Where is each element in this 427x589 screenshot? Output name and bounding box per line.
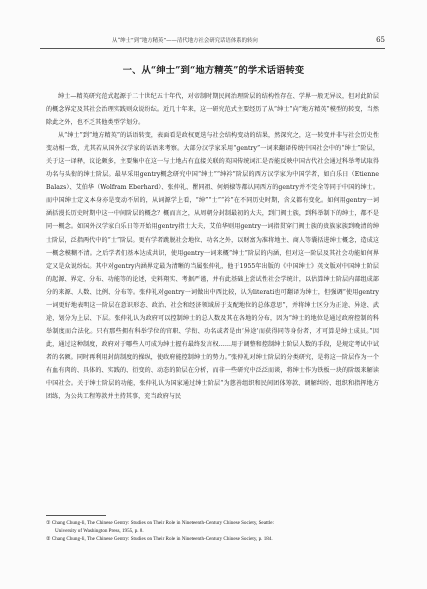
- body-text: [46, 90, 379, 403]
- footnotes: [46, 519, 379, 544]
- footnote-marker: ②: [46, 536, 51, 543]
- footnote: [46, 535, 379, 543]
- page-number: 65: [376, 36, 385, 44]
- page-header: [40, 36, 385, 49]
- running-title: 从“绅士”到“地方精英”——清代地方社会研究话语体系的转向: [112, 38, 258, 44]
- footnote-marker: ①: [46, 520, 51, 526]
- footnote-divider: [46, 515, 106, 516]
- footnote-text: Chang Chung-li, The Chinese Gentry: Studies on Their Role in Nineteenth-Century Chinese Society, Seattle:: [51, 520, 274, 526]
- section-title: 一、从“绅士”到“地方精英”的学术话语转变: [122, 65, 305, 76]
- paragraph: 从“绅士”到“地方精英”的话语转变，表面看是政权更迭与社会结构变动的结果，然深究之，这一转变并非与社会历史性变动相一致，尤其若从国外汉学家的话语来考察。大部分汉学家采用“gentry”一词来翻译传统中国社会中的“绅士”阶层，关于这一译释，议论颇多，主要集中在这一与土地占有直接关联的英国传统词汇是否能反映中国古代社会通过科举考试取得功名与头衔的绅士阶层。最早采用gentry概念研究中国“绅士”“绅衿”阶层的西方汉学家为中国学者，如白乐日（Etienne Balazs）、艾伯华（Wolfram Eberhard）、张仲礼、瞿同祖、何炳棣等都认同西方的gentry并不完全等同于中国的绅士。而中国绅士定义本身亦是变动不居的，从词源学上看，“绅”“士”“衿”在不同历史时期，含义都有变化。如何用gentry一词涵括漫长历史时期中这一中间阶层的概念？概而言之，从周朝分封制最初的大夫，到门阀士族，到科举制下的绅士，都不是同一概念。如国外汉学家白乐日等开始用gentry指士大夫，艾伯华则用gentry一词指贯穿门阀士族的贵族家族到晚清的绅士阶层，泛指两代中的“士”阶层。更有学者跳脱社会地位、功名之外，以财富为准将地主、商人等囊括进绅士概念，造成这一概念模糊不清。之后学者们基本达成共识，使用gentry一词来概“绅士”阶层的内涵，但对这一阶层及其社会功能如何界定又是众说纷纭。其中对gentry内涵界定最为清晰的当属张仲礼，他于1955年出版的《中国绅士》英文版对中国绅士阶层的起源、界定、分布、功能等的论述，史料翔实、考据严谨，并有此基础上尝试性社会学统计，以估算绅士阶层内部组成部分的来源、人数、比例、分布等。张仲礼对gentry一词做出中西比较，认为literati也可翻译为绅士，但强调“使用gentry一词更好地表明这一阶层在意识形态、政治、社会和经济领域居于支配地位的总体意思”，并将绅士区分为正途、异途、武途，划分为上层、下层。张仲礼认为政府可以控制绅士的总人数及其在各地的分布，因为“绅士的地位是通过政府控制的科举制度而合法化。只有那些拥有科举学位的官职、学衔、功名或者是由‘异途’而获得同等身份者，才可算是绅士成员。”因此，通过这种制度，政府对于哪些人可成为绅士握有最终发言权……用于调整和控制绅士阶层人数的手段，是规定考试中试者的名额。同时再利用封荫制度的操纵，使政府能控制绅士的势力。”张仲礼对绅士阶层的分类研究，是将这一阶层作为一个有血有肉的、具体的、实践的、衍变的、动态的阶层在分析，而非一些研究中泛泛而谈，将绅士作为铁板一块的阶级来解读中国社会。关于绅士阶层的功能，张仲礼认为国家通过绅士阶层“为慈善组织和民间团体筹款、调解纠纷、组织和指挥地方团练，为公共工程筹款并主持其事，充当政府与民: [46, 132, 379, 401]
- paragraph: 绅士—精英研究范式起源于二十世纪五十年代，对帝制时期民间治理阶层的结构性存在、学界一般无异议，但对此阶层的概念界定及其社会治理实践则众说纷纭。近几十年来，这一研究范式主要经历了从“绅士”向“地方精英”模型的转变，当然除此之外，也不乏其他类型学划分。: [46, 93, 379, 127]
- footnote: [46, 519, 379, 527]
- footnote-continuation: University of Washington Press, 1955, p. 8.: [55, 528, 144, 535]
- footnote-text: Chang Chung-li, The Chinese Gentry: Studies on Their Role in Nineteenth-Century Chinese Society, p. 184.: [51, 536, 273, 543]
